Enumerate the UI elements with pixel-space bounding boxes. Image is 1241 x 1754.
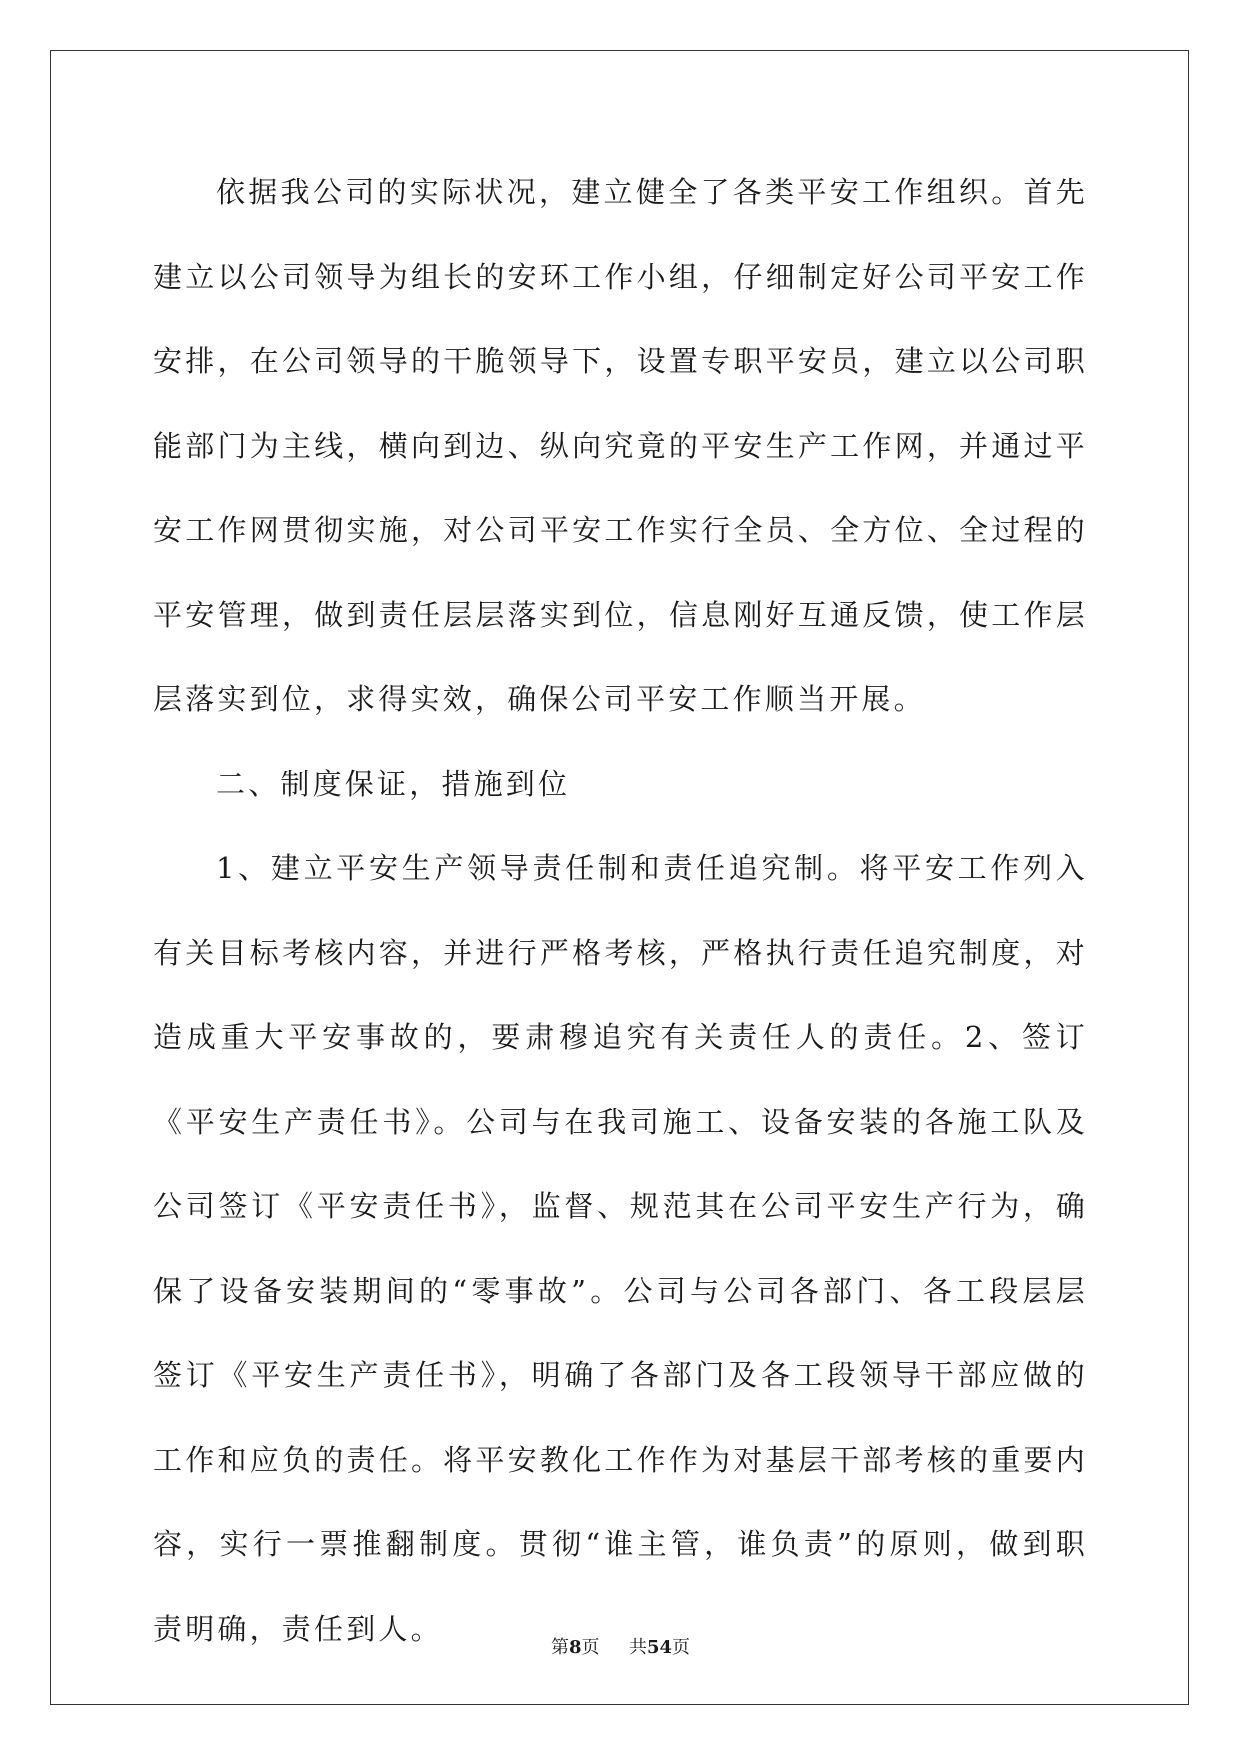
page-number: 8 (568, 1637, 582, 1658)
page-prefix: 第 (550, 1637, 569, 1658)
total-pages-indicator (629, 1637, 690, 1658)
paragraph: 1、建立平安生产领导责任制和责任追究制。将平安工作列入有关目标考核内容，并进行严格考核，严格执行责任追究制度，对造成重大平安事故的，要肃穆追究有关责任人的责任。2、签订《平安生产责任书》。公司与在我司施工、设备安装的各施工队及公司签订《平安责任书》，监督、规范其在公司平安生产行为，确保了设备安装期间的“零事故”。公司与公司各部门、各工段层层签订《平安生产责任书》，明确了各部门及各工段领导干部应做的工作和应负的责任。将平安教化工作作为对基层干部考核的重要内容，实行一票推翻制度。贯彻“谁主管，谁负责”的原则，做到职责明确，责任到人。 (153, 851, 1088, 1646)
paragraph: 依据我公司的实际状况，建立健全了各类平安工作组织。首先建立以公司领导为组长的安环工作小组，仔细制定好公司平安工作安排，在公司领导的干脆领导下，设置专职平安员，建立以公司职能部门为主线，横向到边、纵向究竟的平安生产工作网，并通过平安工作网贯彻实施，对公司平安工作实行全员、全方位、全过程的平安管理，做到责任层层落实到位，信息刚好互通反馈，使工作层层落实到位，求得实效，确保公司平安工作顺当开展。 (153, 175, 1088, 716)
total-prefix: 共 (628, 1637, 647, 1658)
document-body (153, 150, 1088, 1671)
section-heading: 二、制度保证，措施到位 (216, 766, 571, 801)
total-suffix: 页 (672, 1637, 691, 1658)
page-footer (0, 1633, 1241, 1659)
page-suffix: 页 (581, 1637, 600, 1658)
page-indicator (551, 1637, 605, 1658)
total-pages: 54 (646, 1637, 673, 1658)
